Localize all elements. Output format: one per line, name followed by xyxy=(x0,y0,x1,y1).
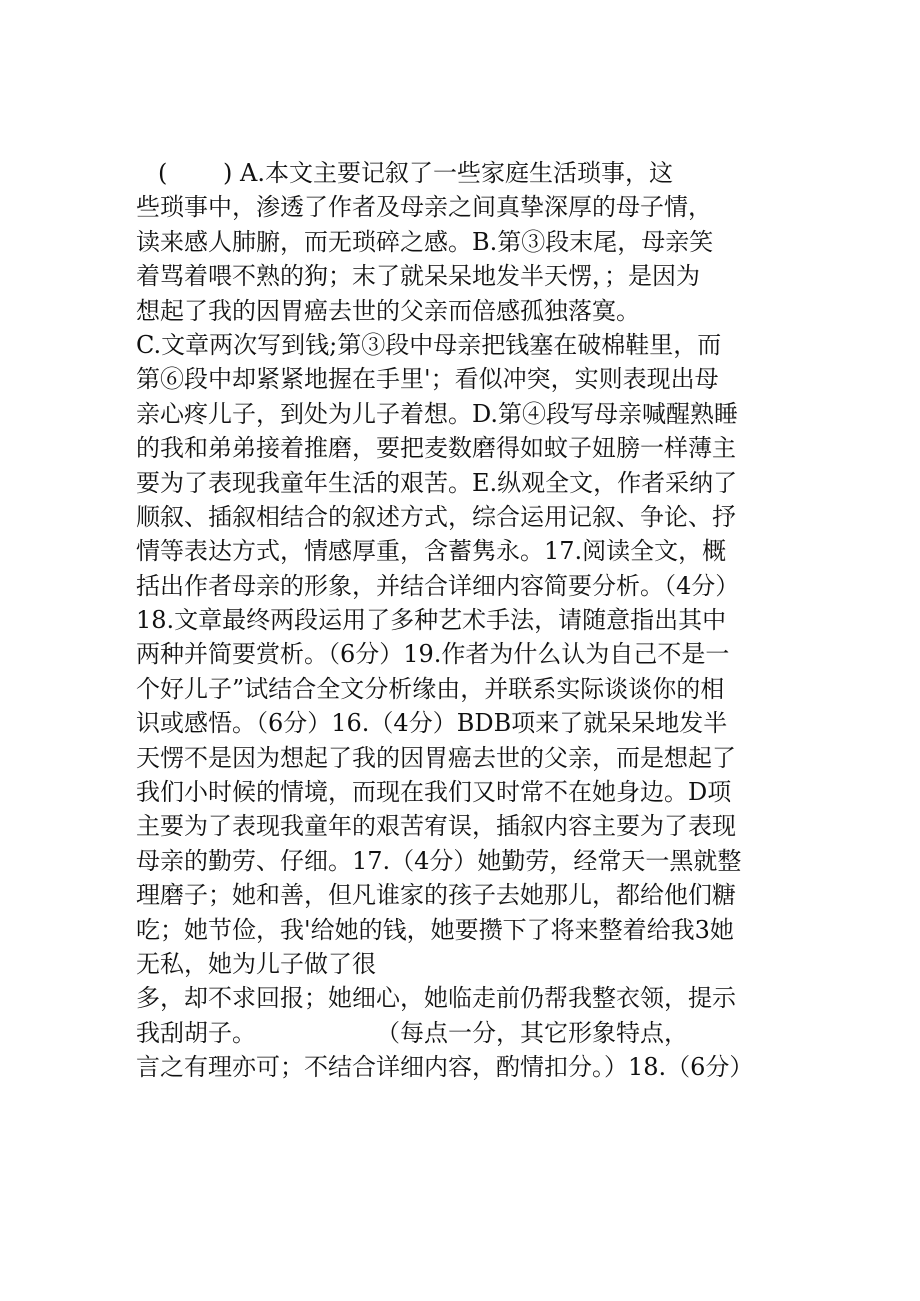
text-line: 吃；她节俭，我'给她的钱，她要攒下了将来整着给我3她 xyxy=(136,915,734,944)
text-line: 个好儿子”试结合全文分析缘由，并联系实际谈谈你的相 xyxy=(136,674,725,703)
text-line: ( ) A.本文主要记叙了一些家庭生活琐事，这 xyxy=(158,159,673,187)
text-line: 言之有理亦可；不结合详细内容，酌情扣分。）18.（6分） xyxy=(136,1053,754,1082)
text-line: 第⑥段中却紧紧地握在手里'；看似冲突，实则表现出母 xyxy=(136,365,719,394)
text-line: 括出作者母亲的形象，并结合详细内容简要分析。（4分） xyxy=(136,571,740,600)
text-line: 要为了表现我童年生活的艰苦。E.纵观全文，作者采纳了 xyxy=(136,468,738,497)
text-line: C.文章两次写到钱;第③段中母亲把钱塞在破棉鞋里，而 xyxy=(136,330,722,359)
text-line: 无私，她为儿子做了很 xyxy=(136,949,376,978)
text-line: 情等表达方式，情感厚重，含蓄隽永。17.阅读全文，概 xyxy=(136,537,727,566)
text-line: 的我和弟弟接着推磨，要把麦数磨得如蚊子妞膀一样薄主 xyxy=(136,434,736,463)
text-line: 我刮胡子。 （每点一分，其它形象特点， xyxy=(136,1018,688,1047)
text-line: 识或感悟。（6分）16.（4分）BDB项来了就呆呆地发半 xyxy=(136,709,728,738)
text-line: 主要为了表现我童年的艰苦宥误，插叙内容主要为了表现 xyxy=(136,812,736,841)
text-line: 想起了我的因胃癌去世的父亲而倍感孤独落寞。 xyxy=(136,296,640,325)
text-line: 母亲的勤劳、仔细。17.（4分）她勤劳，经常天一黑就整 xyxy=(136,846,742,875)
text-line: 亲心疼儿子，到处为儿子着想。D.第④段写母亲喊醒熟睡 xyxy=(136,399,739,428)
text-line: 着骂着喂不熟的狗；末了就呆呆地发半天愣，；是因为 xyxy=(136,262,700,291)
text-line: 多，却不求回报；她细心，她临走前仍帮我整衣领，提示 xyxy=(136,984,736,1013)
text-line: 读来感人肺腑，而无琐碎之感。B.第③段末尾，母亲笑 xyxy=(136,227,714,256)
text-line: 理磨子；她和善，但凡谁家的孩子去她那儿，都给他们糖 xyxy=(136,881,736,910)
text-line: 些琐事中，渗透了作者及母亲之间真挚深厚的母子情， xyxy=(136,193,712,222)
text-line: 我们小时候的情境，而现在我们又时常不在她身边。D项 xyxy=(136,778,732,807)
document-text xyxy=(136,156,796,1085)
text-line: 18.文章最终两段运用了多种艺术手法，请随意指出其中 xyxy=(136,606,727,635)
text-line: 天愣不是因为想起了我的因胃癌去世的父亲，而是想起了 xyxy=(136,743,736,772)
text-line: 顺叙、插叙相结合的叙述方式，综合运用记叙、争论、抒 xyxy=(136,502,736,531)
text-line: 两种并简要赏析。（6分）19.作者为什么认为自己不是一 xyxy=(136,640,730,669)
